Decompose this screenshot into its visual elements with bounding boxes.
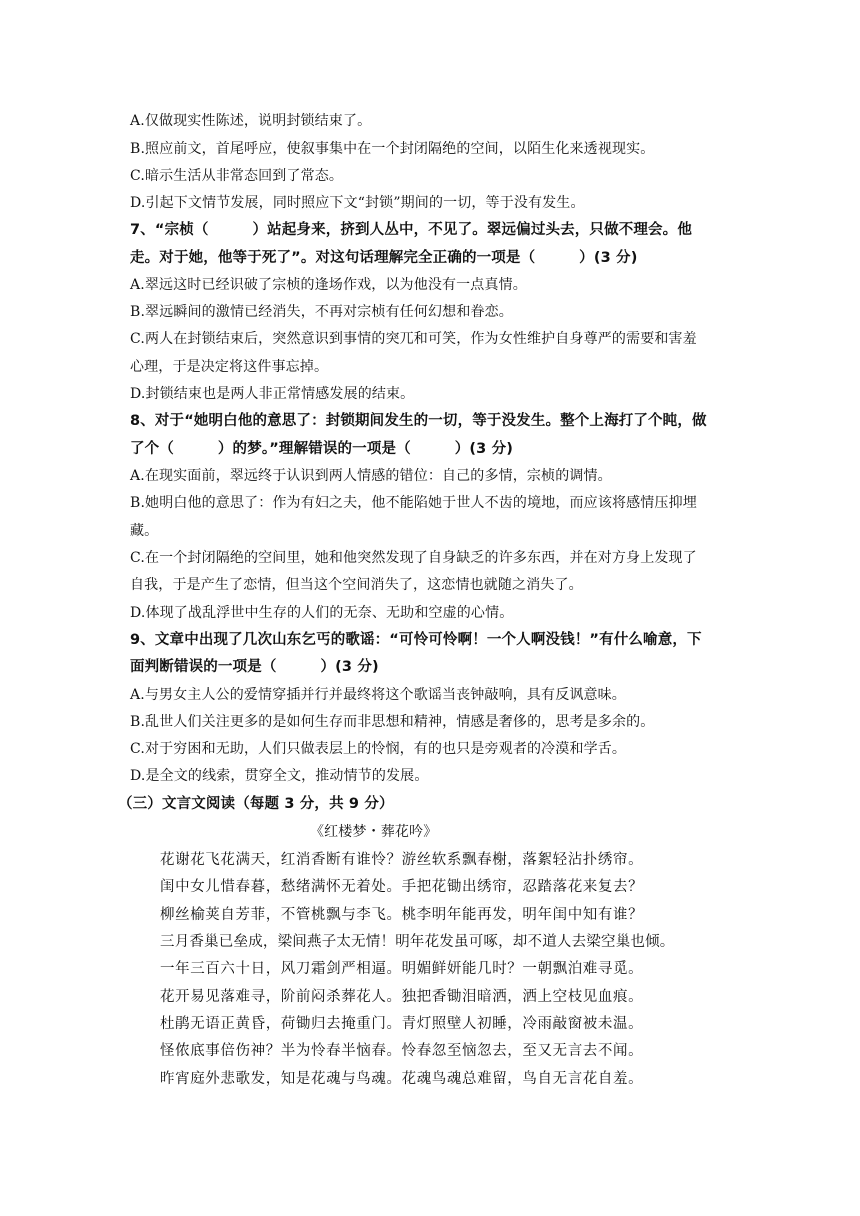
question-9-line2: 面判断错误的一项是（ ）(3 分) <box>130 659 379 675</box>
option-8d: D.体现了战乱浮世中生存的人们的无奈、无助和空虚的心情。 <box>130 605 514 621</box>
poem-line-2: 闺中女儿惜春暮，愁绪满怀无着处。手把花锄出绣帘，忍踏落花来复去？ <box>160 879 644 895</box>
question-8-line2: 了个（ ）的梦。”理解错误的一项是（ ）(3 分) <box>130 441 514 457</box>
option-6d: D.引起下文情节发展，同时照应下文“封锁”期间的一切，等于没有发生。 <box>130 195 585 211</box>
question-9-line1: 9、文章中出现了几次山东乞丐的歌谣：“可怜可怜啊！一个人啊没钱！”有什么喻意，下 <box>130 632 702 648</box>
option-7c-line2: 心理，于是决定将这件事忘掉。 <box>130 359 329 375</box>
poem-line-4: 三月香巢已垒成，梁间燕子太无情！明年花发虽可啄，却不道人去梁空巢也倾。 <box>160 934 675 950</box>
poem-line-3: 柳丝榆荚自芳菲，不管桃飘与李飞。桃李明年能再发，明年闺中知有谁？ <box>160 907 644 923</box>
option-9b: B.乱世人们关注更多的是如何生存而非思想和精神，情感是奢侈的，思考是多余的。 <box>130 714 655 730</box>
option-9d: D.是全文的线索，贯穿全文，推动情节的发展。 <box>130 768 429 784</box>
question-7-line1: 7、“宗桢（ ）站起身来，挤到人丛中，不见了。翠远偏过头去，只做不理会。他 <box>130 222 692 238</box>
option-6c: C.暗示生活从非常态回到了常态。 <box>130 168 344 184</box>
option-6b: B.照应前文，首尾呼应，使叙事集中在一个封闭隔绝的空间，以陌生化来透视现实。 <box>130 141 655 157</box>
option-9c: C.对于穷困和无助，人们只做表层上的怜悯，有的也只是旁观者的冷漠和学舌。 <box>130 741 627 757</box>
poem-line-6: 花开易见落难寻，阶前闷杀葬花人。独把香锄泪暗洒，洒上空枝见血痕。 <box>160 989 644 1005</box>
poem-title: 《红楼梦・葬花吟》 <box>310 824 438 840</box>
poem-line-8: 怪侬底事倍伤神？半为怜春半恼春。怜春忽至恼忽去，至又无言去不闻。 <box>160 1043 644 1059</box>
option-7c-line1: C.两人在封锁结束后，突然意识到事情的突兀和可笑，作为女性维护自身尊严的需要和害羞 <box>130 331 697 347</box>
option-8c-line2: 自我，于是产生了恋情，但当这个空间消失了，这恋情也就随之消失了。 <box>130 577 583 593</box>
option-8b-line2: 藏。 <box>130 523 159 539</box>
option-8b-line1: B.她明白他的意思了：作为有妇之夫，他不能陷她于世人不齿的境地，而应该将感情压抑埋 <box>130 495 697 511</box>
question-8-line1: 8、对于“她明白他的意思了：封锁期间发生的一切，等于没发生。整个上海打了个盹，做 <box>130 413 707 429</box>
option-7b: B.翠远瞬间的激情已经消失，不再对宗桢有任何幻想和眷恋。 <box>130 304 513 320</box>
option-8a: A.在现实面前，翠远终于认识到两人情感的错位：自己的多情，宗桢的调情。 <box>130 468 612 484</box>
option-7a: A.翠远这时已经识破了宗桢的逢场作戏，以为他没有一点真情。 <box>130 277 527 293</box>
section-heading: （三）文言文阅读（每题 3 分，共 9 分） <box>118 796 394 812</box>
poem-line-7: 杜鹃无语正黄昏，荷锄归去掩重门。青灯照壁人初睡，冷雨敲窗被未温。 <box>160 1016 644 1032</box>
poem-line-9: 昨宵庭外悲歌发，知是花魂与鸟魂。花魂鸟魂总难留，鸟自无言花自羞。 <box>160 1071 644 1087</box>
poem-line-1: 花谢花飞花满天，红消香断有谁怜？游丝软系飘春榭，落絮轻沾扑绣帘。 <box>160 852 644 868</box>
question-7-line2: 走。对于她，他等于死了”。对这句话理解完全正确的一项是（ ）(3 分) <box>130 250 638 266</box>
option-9a: A.与男女主人公的爱情穿插并行并最终将这个歌谣当丧钟敲响，具有反讽意味。 <box>130 687 626 703</box>
poem-line-5: 一年三百六十日，风刀霜剑严相逼。明媚鲜妍能几时？一朝飘泊难寻觅。 <box>160 961 644 977</box>
option-7d: D.封锁结束也是两人非正常情感发展的结束。 <box>130 386 415 402</box>
option-6a: A.仅做现实性陈述，说明封锁结束了。 <box>130 113 372 129</box>
option-8c-line1: C.在一个封闭隔绝的空间里，她和他突然发现了自身缺乏的许多东西，并在对方身上发现了 <box>130 550 697 566</box>
